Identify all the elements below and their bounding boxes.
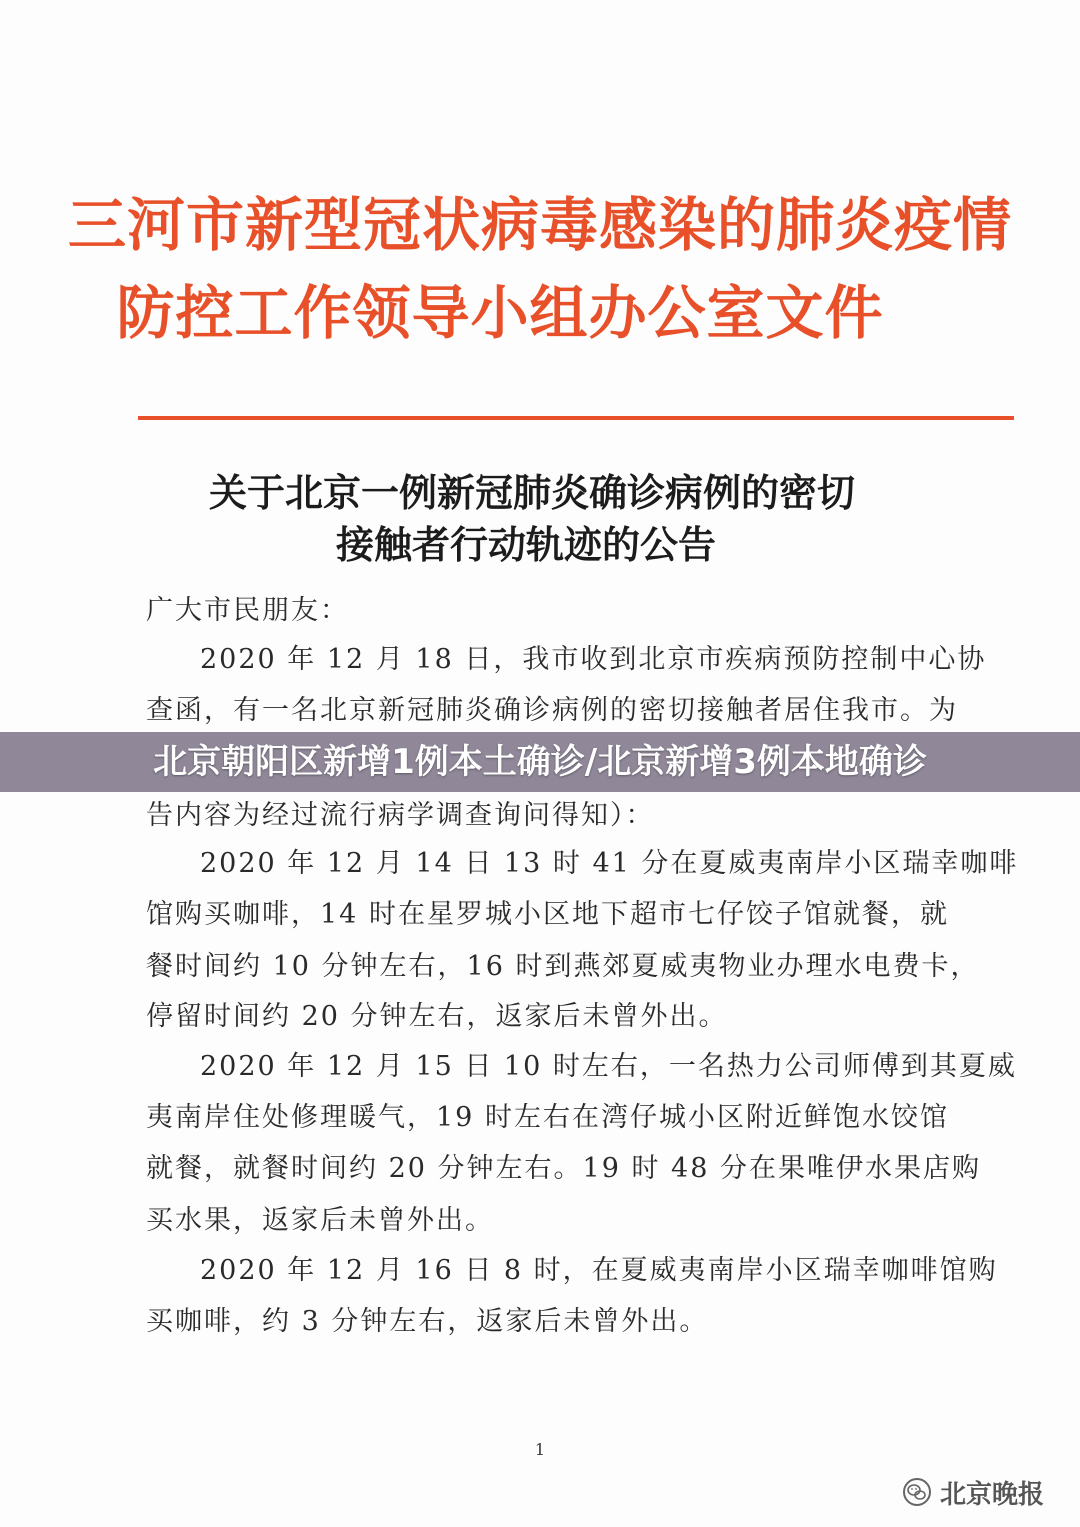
body-line: 2020 年 12 月 16 日 8 时，在夏威夷南岸小区瑞幸咖啡馆购 xyxy=(200,1255,998,1286)
header-title-line1: 三河市新型冠状病毒感染的肺炎疫情 xyxy=(67,191,1012,259)
body-line: 餐时间约 10 分钟左右，16 时到燕郊夏威夷物业办理水电费卡， xyxy=(146,951,980,982)
page-number: 1 xyxy=(534,1440,546,1459)
watermark-label: 北京晚报 xyxy=(939,1479,1044,1510)
body-line: 买水果，返家后未曾外出。 xyxy=(146,1205,494,1236)
body-line: 买咖啡，约 3 分钟左右，返家后未曾外出。 xyxy=(146,1306,709,1337)
notice-title-line1: 关于北京一例新冠肺炎确诊病例的密切 xyxy=(208,471,855,515)
source-watermark xyxy=(902,1472,1044,1512)
body-line: 查函，有一名北京新冠肺炎确诊病例的密切接触者居住我市。为 xyxy=(146,695,958,726)
header-title-line2: 防控工作领导小组办公室文件 xyxy=(116,279,884,347)
body-line: 馆购买咖啡，14 时在星罗城小区地下超市七仔饺子馆就餐，就 xyxy=(146,899,949,930)
body-line: 夷南岸住处修理暖气，19 时左右在湾仔城小区附近鲜饱水饺馆 xyxy=(146,1102,949,1133)
body-line: 告内容为经过流行病学调查询问得知）： xyxy=(146,800,655,831)
body-line: 停留时间约 20 分钟左右，返家后未曾外出。 xyxy=(146,1001,728,1032)
header-divider xyxy=(138,416,1014,420)
wechat-icon xyxy=(902,1477,932,1507)
body-line: 2020 年 12 月 15 日 10 时左右，一名热力公司师傅到其夏威 xyxy=(200,1051,1017,1082)
headline-banner xyxy=(0,732,1080,792)
salutation: 广大市民朋友： xyxy=(146,595,349,626)
headline-text: 北京朝阳区新增1例本土确诊/北京新增3例本地确诊 xyxy=(153,742,927,782)
body-line: 2020 年 12 月 18 日，我市收到北京市疾病预防控制中心协 xyxy=(200,644,987,675)
body-line: 就餐，就餐时间约 20 分钟左右。19 时 48 分在果唯伊水果店购 xyxy=(146,1153,981,1184)
notice-title-line2: 接触者行动轨迹的公告 xyxy=(335,523,716,567)
body-line: 2020 年 12 月 14 日 13 时 41 分在夏威夷南岸小区瑞幸咖啡 xyxy=(200,848,1019,879)
